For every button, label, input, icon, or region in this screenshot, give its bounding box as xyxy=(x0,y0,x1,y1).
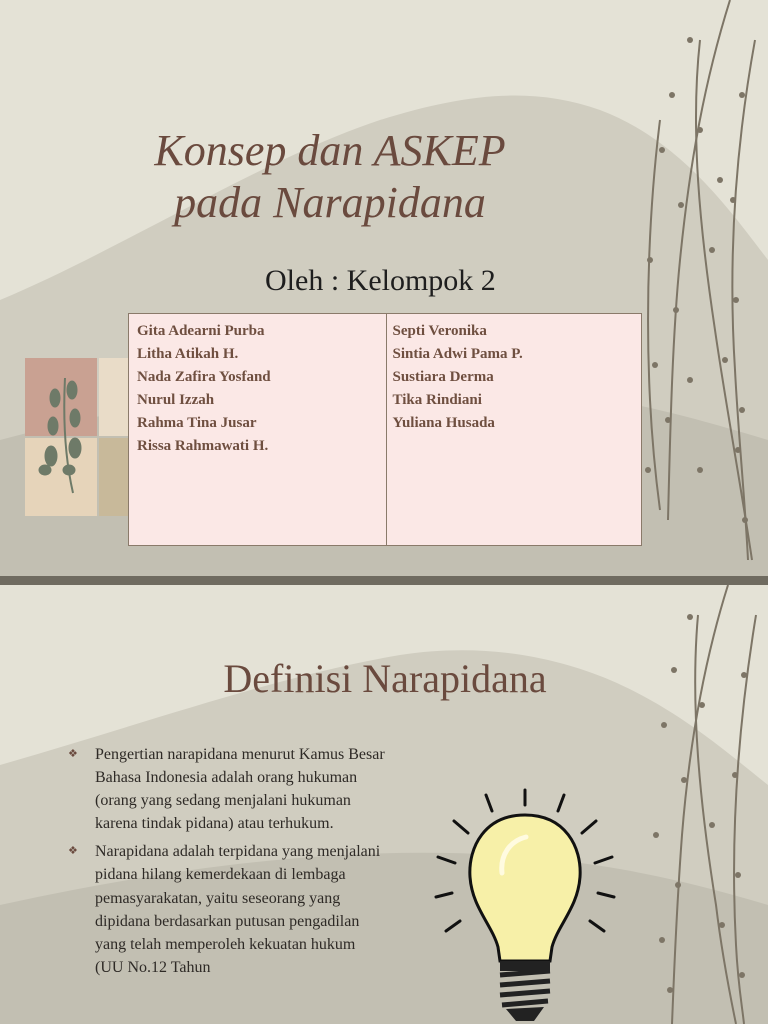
title-line: pada Narapidana xyxy=(174,178,486,227)
bullet-text: Narapidana adalah terpidana yang menjalani pidana hilang kemerdekaan di lembaga pemasyarakatan, yaitu seseorang yang dipidana berdasarkan putusan pengadilan yang telah memperoleh kekuatan hukum (UU No.12 Tahun xyxy=(95,843,381,976)
members-table xyxy=(128,313,642,546)
title-line: Konsep dan ASKEP xyxy=(154,126,506,175)
list-item xyxy=(66,840,386,979)
bullet-diamond-icon: ❖ xyxy=(68,748,78,760)
bullet-text: Pengertian narapidana menurut Kamus Besar Bahasa Indonesia adalah orang hukuman (orang yang sedang menjalani hukuman karena tindak pidana) atau terhukum. xyxy=(95,746,385,833)
member-name: Tika Rindiani xyxy=(392,392,482,408)
member-name: Gita Adearni Purba xyxy=(137,323,265,339)
member-name: Sintia Adwi Pama P. xyxy=(392,346,523,362)
members-column-left xyxy=(129,314,386,545)
member-name: Septi Veronika xyxy=(392,323,487,339)
slide-title: Definisi Narapidana xyxy=(223,656,547,701)
member-name: Rissa Rahmawati H. xyxy=(137,438,269,454)
member-name: Rahma Tina Jusar xyxy=(137,415,257,431)
bullet-diamond-icon: ❖ xyxy=(68,845,78,858)
members-column-right xyxy=(386,314,642,545)
list-item xyxy=(66,743,386,835)
light-bulb-icon xyxy=(430,785,620,1024)
slide-title xyxy=(120,125,540,229)
definition-slide xyxy=(0,585,768,1024)
member-name: Litha Atikah H. xyxy=(137,346,239,362)
member-name: Sustiara Derma xyxy=(392,369,494,385)
member-name: Nurul Izzah xyxy=(137,392,215,408)
member-name: Yuliana Husada xyxy=(392,415,495,431)
member-name: Nada Zafira Yosfand xyxy=(137,369,271,385)
definition-list xyxy=(66,743,386,984)
group-subtitle: Oleh : Kelompok 2 xyxy=(265,264,496,297)
